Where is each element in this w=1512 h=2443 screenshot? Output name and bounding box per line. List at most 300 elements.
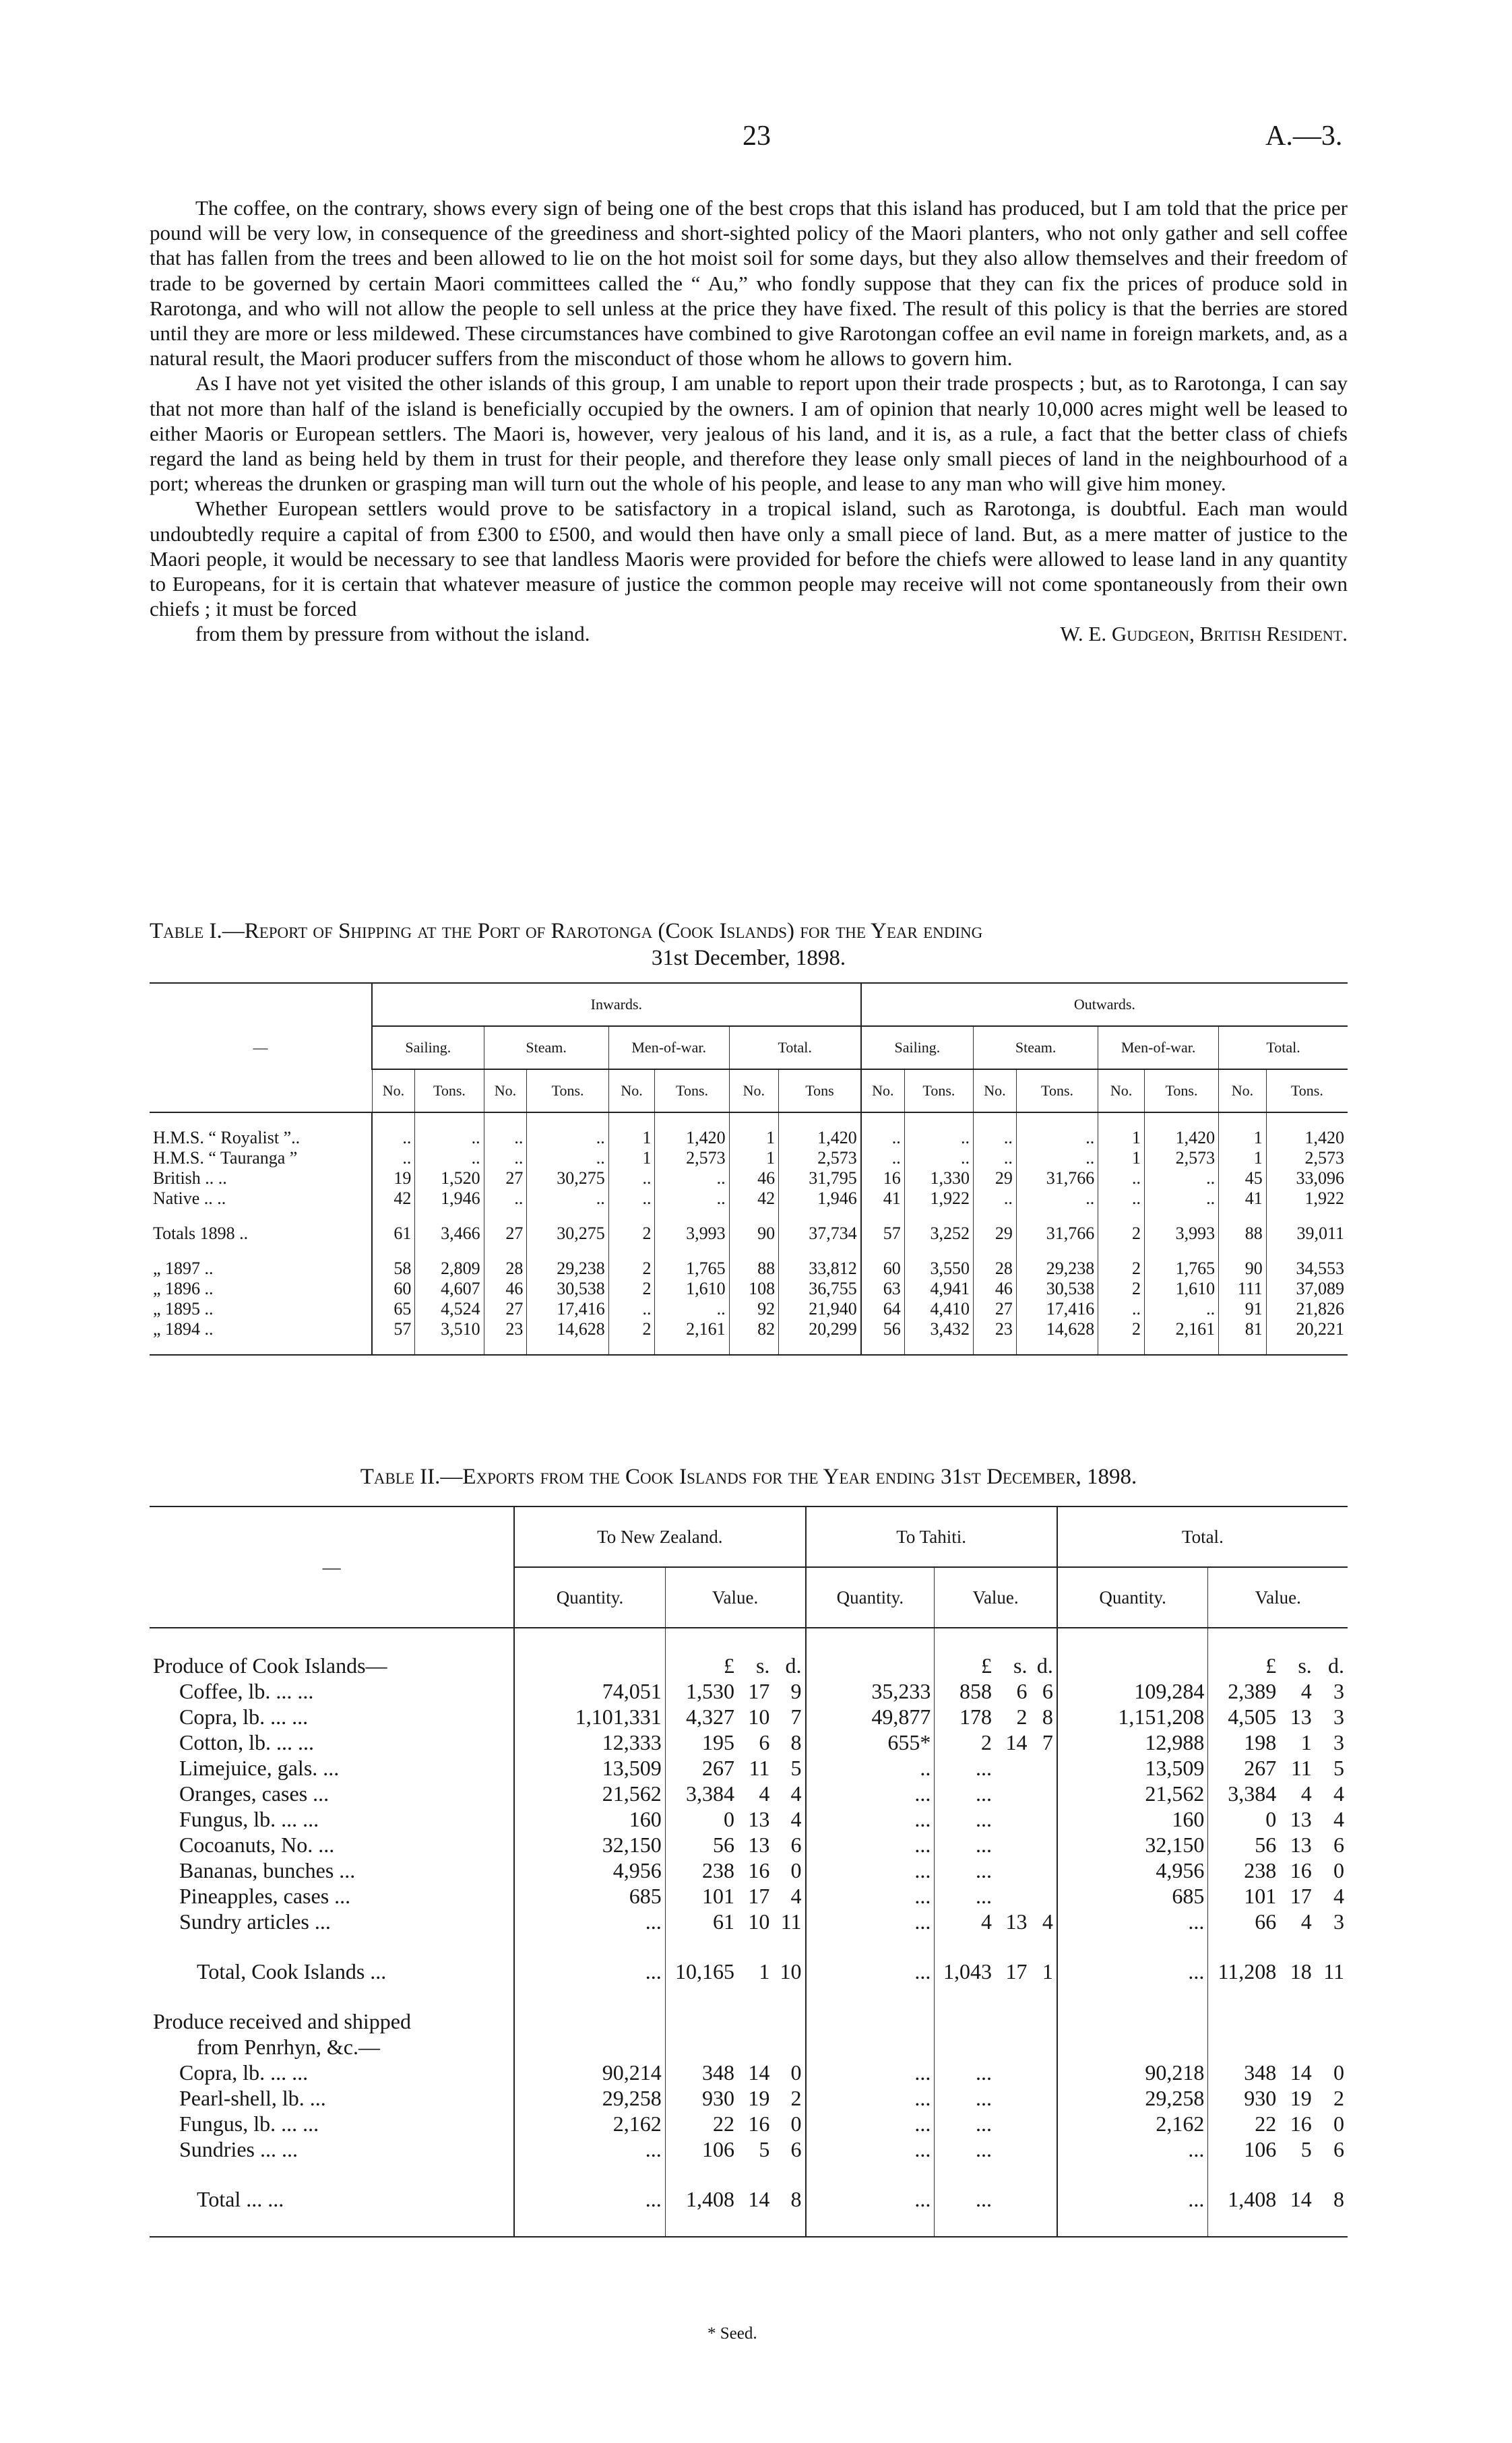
paragraph-3: Whether European settlers would prove to be satisfactory in a tropical island, such as Rarotonga, is doubtful. Each man would undoubtedly require a capital of from £300 to £500, and would then have only a small piece of land. But, as a mere matter of justice to the Maori people, it would be necessary to see that landless Maoris were provided for before the chiefs were allowed to lease land in any quantity to Europeans, for it is certain that whatever measure of justice the common people may receive will not come spontaneously from their own chiefs ; it must be forced bbox=[150, 497, 1348, 621]
spacer-cell bbox=[527, 1112, 608, 1128]
cell: 2,162 bbox=[514, 2111, 665, 2136]
table1-title-line2: 31st December, 1898. bbox=[651, 946, 846, 970]
spacer-cell bbox=[514, 2212, 665, 2237]
spacer-cell bbox=[372, 1244, 415, 1259]
section-label: Produce received and shipped bbox=[153, 2009, 411, 2033]
cell: 2,573 bbox=[655, 1148, 729, 1168]
cell: 9 bbox=[790, 1679, 802, 1703]
currency-shilling: s. bbox=[1013, 1653, 1028, 1678]
table-row bbox=[150, 1832, 1348, 1858]
cell: 2,573 bbox=[779, 1148, 861, 1168]
total-row bbox=[150, 1959, 1348, 1984]
cell: 57 bbox=[861, 1224, 905, 1244]
cell: 14 bbox=[748, 2187, 770, 2211]
spacer-cell bbox=[1219, 1244, 1267, 1259]
cell: .. bbox=[372, 1128, 415, 1148]
cell: 90 bbox=[729, 1224, 779, 1244]
spacer-cell bbox=[665, 2034, 738, 2060]
section-label: from Penrhyn, &c.— bbox=[197, 2035, 380, 2059]
table-row bbox=[150, 1128, 1348, 1148]
spacer-cell bbox=[665, 2212, 738, 2237]
spacer-cell bbox=[738, 1984, 773, 2008]
cell: 4,327 bbox=[665, 1704, 738, 1730]
table-row bbox=[150, 1730, 1348, 1755]
cell: 1,101,331 bbox=[514, 1704, 665, 1730]
cell: ... bbox=[935, 1858, 995, 1883]
cell: ... bbox=[806, 2136, 935, 2162]
currency-pence: d. bbox=[785, 1653, 802, 1678]
cell: 36,755 bbox=[779, 1279, 861, 1299]
spacer-cell bbox=[935, 1934, 995, 1959]
row-label: „ 1894 .. bbox=[153, 1319, 214, 1339]
spacer-cell bbox=[1057, 1934, 1208, 1959]
spacer-cell bbox=[974, 1339, 1017, 1355]
cell: 27 bbox=[484, 1168, 527, 1188]
to-tahiti-header: To Tahiti. bbox=[806, 1506, 1057, 1567]
cell: ... bbox=[806, 1806, 935, 1832]
table-row bbox=[150, 1168, 1348, 1188]
history-row bbox=[150, 1279, 1348, 1299]
cell: 2 bbox=[790, 2086, 802, 2110]
spacer-cell bbox=[1266, 1339, 1348, 1355]
cell: 4 bbox=[759, 1781, 770, 1806]
row-label: „ 1896 .. bbox=[153, 1279, 214, 1298]
cell: .. bbox=[1016, 1148, 1098, 1168]
cell: 29,258 bbox=[1057, 2085, 1208, 2111]
spacer-cell bbox=[608, 1244, 655, 1259]
cell bbox=[995, 2085, 1030, 2111]
section-row bbox=[150, 2008, 1348, 2034]
cell: 4,956 bbox=[514, 1858, 665, 1883]
cell: 2 bbox=[1098, 1259, 1145, 1279]
cell: 16 bbox=[748, 2112, 770, 2136]
cell: 31,795 bbox=[779, 1168, 861, 1188]
spacer-cell bbox=[514, 1934, 665, 1959]
col-tons-header: Tons. bbox=[1016, 1069, 1098, 1112]
cell: 17,416 bbox=[1016, 1299, 1098, 1319]
cell: .. bbox=[608, 1188, 655, 1209]
cell: 41 bbox=[861, 1188, 905, 1209]
cell: 1 bbox=[1300, 1730, 1312, 1754]
paragraph-3-end: from them by pressure from without the island. bbox=[195, 622, 590, 646]
table-row bbox=[150, 1188, 1348, 1209]
spacer-cell bbox=[1016, 1339, 1098, 1355]
cell: 4 bbox=[790, 1781, 802, 1806]
cell: 10 bbox=[748, 1909, 770, 1934]
cell: ... bbox=[935, 1883, 995, 1909]
cell: ... bbox=[514, 2136, 665, 2162]
cell: 195 bbox=[665, 1730, 738, 1755]
cell: 2 bbox=[608, 1259, 655, 1279]
spacer-cell bbox=[608, 1209, 655, 1224]
cell: 65 bbox=[372, 1299, 415, 1319]
value-header: Value. bbox=[1208, 1567, 1348, 1628]
footnote: * Seed. bbox=[707, 2324, 757, 2343]
cell: ... bbox=[935, 1806, 995, 1832]
cell: 21,562 bbox=[514, 1781, 665, 1806]
cell: 8 bbox=[1333, 2187, 1344, 2211]
cell: 0 bbox=[1333, 1858, 1344, 1882]
table-row bbox=[150, 1806, 1348, 1832]
paragraph-2: As I have not yet visited the other islands of this group, I am unable to report upon their trade prospects ; but, as to Rarotonga, I can say that not more than half of the island is beneficially occupied by the owners. I am of opinion that nearly 10,000 acres might well be leased to either Maoris or European settlers. The Maori is, however, very jealous of his land, and it is, as a rule, a fact that the better class of chiefs regard the land as being held by them in trust for their people, and therefore they lease only small pieces of land in the neighbourhood of a port; whereas the drunken or grasping man will turn out the whole of his people, and lease to any man who will give him money. bbox=[150, 371, 1348, 496]
spacer-cell bbox=[738, 1934, 773, 1959]
row-label: Bananas, bunches ... bbox=[179, 1858, 356, 1882]
spacer-cell bbox=[904, 1339, 973, 1355]
cell: 238 bbox=[665, 1858, 738, 1883]
spacer-cell bbox=[514, 2008, 665, 2034]
cell: 2,573 bbox=[1266, 1148, 1348, 1168]
spacer-row bbox=[150, 1209, 1348, 1224]
cell: 1 bbox=[729, 1128, 779, 1148]
cell: 30,275 bbox=[527, 1224, 608, 1244]
cell: 56 bbox=[665, 1832, 738, 1858]
cell: 4 bbox=[1300, 1909, 1312, 1934]
cell: ... bbox=[935, 1755, 995, 1781]
spacer-cell bbox=[1280, 2008, 1315, 2034]
cell bbox=[995, 2111, 1030, 2136]
cell: 3,384 bbox=[1208, 1781, 1280, 1806]
spacer-cell bbox=[665, 1934, 738, 1959]
cell: .. bbox=[1016, 1188, 1098, 1209]
cell: 74,051 bbox=[514, 1678, 665, 1704]
cell: 1,610 bbox=[1144, 1279, 1218, 1299]
cell: 63 bbox=[861, 1279, 905, 1299]
spacer-cell bbox=[1208, 2212, 1280, 2237]
cell: ... bbox=[806, 1909, 935, 1934]
cell: 2 bbox=[1333, 2086, 1344, 2110]
row-label: Native .. .. bbox=[153, 1188, 226, 1208]
cell: 42 bbox=[729, 1188, 779, 1209]
row-label: H.M.S. “ Royalist ”.. bbox=[153, 1128, 301, 1147]
spacer-cell bbox=[372, 1209, 415, 1224]
table1-title bbox=[150, 918, 1348, 972]
spacer-cell bbox=[738, 2008, 773, 2034]
cell: 23 bbox=[974, 1319, 1017, 1339]
cell bbox=[1030, 1832, 1057, 1858]
group-header: Steam. bbox=[484, 1026, 608, 1069]
cell: ... bbox=[514, 1959, 665, 1984]
cell: .. bbox=[1144, 1299, 1218, 1319]
cell: 19 bbox=[748, 2086, 770, 2110]
cell: ... bbox=[806, 1883, 935, 1909]
cell: 4 bbox=[790, 1884, 802, 1908]
cell: ... bbox=[935, 2136, 995, 2162]
table2-stub-dash: — bbox=[150, 1506, 514, 1628]
cell: 3,466 bbox=[415, 1224, 484, 1244]
cell: 56 bbox=[1208, 1832, 1280, 1858]
spacer-cell bbox=[415, 1244, 484, 1259]
cell: .. bbox=[655, 1168, 729, 1188]
cell: .. bbox=[415, 1128, 484, 1148]
spacer-cell bbox=[773, 2162, 805, 2186]
cell: 4 bbox=[935, 1909, 995, 1934]
cell: 858 bbox=[935, 1678, 995, 1704]
cell: ... bbox=[935, 1781, 995, 1806]
section-row bbox=[150, 2034, 1348, 2060]
quantity-header: Quantity. bbox=[806, 1567, 935, 1628]
cell: 14 bbox=[748, 2060, 770, 2085]
spacer-cell bbox=[773, 1628, 805, 1653]
table1-title-line1: Table I.—Report of Shipping at the Port of Rarotonga (Cook Islands) for the Year ending bbox=[150, 919, 983, 943]
spacer-row bbox=[150, 1984, 1348, 2008]
spacer-cell bbox=[1208, 1628, 1280, 1653]
cell: 3 bbox=[1333, 1705, 1344, 1729]
cell: 3,384 bbox=[665, 1781, 738, 1806]
spacer-cell bbox=[729, 1339, 779, 1355]
cell: 2,809 bbox=[415, 1259, 484, 1279]
cell: 685 bbox=[1057, 1883, 1208, 1909]
spacer-cell bbox=[665, 2008, 738, 2034]
cell: 39,011 bbox=[1266, 1224, 1348, 1244]
group-header: Men-of-war. bbox=[608, 1026, 729, 1069]
cell: ... bbox=[806, 1858, 935, 1883]
spacer-cell bbox=[773, 1934, 805, 1959]
spacer-cell bbox=[1016, 1112, 1098, 1128]
cell: 655* bbox=[806, 1730, 935, 1755]
currency-pound: £ bbox=[665, 1653, 738, 1678]
table-row bbox=[150, 2060, 1348, 2085]
cell: 3,550 bbox=[904, 1259, 973, 1279]
currency-pence: d. bbox=[1328, 1653, 1344, 1678]
spacer-cell bbox=[655, 1244, 729, 1259]
row-label: Total ... ... bbox=[197, 2187, 284, 2211]
paragraph-1: The coffee, on the contrary, shows every sign of being one of the best crops that this island has produced, but I am told that the price per pound will be very low, in consequence of the greediness and short-sighted policy of the Maori planters, who not only gather and sell coffee that has fallen from the trees and been allowed to lie on the hot moist soil for some days, but they also allow themselves and their freedom of trade to be governed by certain Maori committees called the “ Au,” who fondly suppose that they can fix the prices of produce sold in Rarotonga, and who will not allow the people to sell unless at the price they have fixed. The result of this policy is that the berries are stored until they are more or less mildewed. These circumstances have combined to give Rarotongan coffee an evil name in foreign markets, and, as a natural result, the Maori producer suffers from the misconduct of those whom he allows to govern him. bbox=[150, 196, 1348, 371]
spacer-cell bbox=[729, 1112, 779, 1128]
spacer-cell bbox=[514, 1984, 665, 2008]
spacer-cell bbox=[415, 1209, 484, 1224]
cell: 198 bbox=[1208, 1730, 1280, 1755]
spacer-cell bbox=[484, 1209, 527, 1224]
spacer-cell bbox=[1030, 1628, 1057, 1653]
cell: 17 bbox=[1005, 1959, 1028, 1984]
row-label: Pineapples, cases ... bbox=[179, 1884, 351, 1908]
cell: 20,221 bbox=[1266, 1319, 1348, 1339]
spacer-cell bbox=[1098, 1339, 1145, 1355]
row-label: Sundries ... ... bbox=[179, 2137, 298, 2161]
spacer-cell bbox=[738, 1628, 773, 1653]
quantity-header: Quantity. bbox=[514, 1567, 665, 1628]
row-label: Copra, lb. ... ... bbox=[179, 2060, 309, 2085]
cell: .. bbox=[1098, 1299, 1145, 1319]
cell: 1,408 bbox=[1208, 2186, 1280, 2212]
cell: 27 bbox=[974, 1299, 1017, 1319]
cell: 13 bbox=[1290, 1833, 1312, 1857]
cell: 1,922 bbox=[904, 1188, 973, 1209]
cell: 13 bbox=[1290, 1705, 1312, 1729]
cell: .. bbox=[904, 1128, 973, 1148]
table-row bbox=[150, 2136, 1348, 2162]
table-row bbox=[150, 1858, 1348, 1883]
spacer-cell bbox=[995, 2162, 1030, 2186]
cell: 91 bbox=[1219, 1299, 1267, 1319]
cell: ... bbox=[514, 2186, 665, 2212]
spacer-cell bbox=[779, 1244, 861, 1259]
group-header: Sailing. bbox=[861, 1026, 974, 1069]
cell: 1,765 bbox=[655, 1259, 729, 1279]
cell: 31,766 bbox=[1016, 1224, 1098, 1244]
cell: 4,524 bbox=[415, 1299, 484, 1319]
col-no-header: No. bbox=[608, 1069, 655, 1112]
cell bbox=[995, 1883, 1030, 1909]
spacer-cell bbox=[372, 1112, 415, 1128]
cell bbox=[995, 2060, 1030, 2085]
cell: 4,941 bbox=[904, 1279, 973, 1299]
col-tons-header: Tons bbox=[779, 1069, 861, 1112]
cell bbox=[1030, 2136, 1057, 2162]
spacer-cell bbox=[1315, 1628, 1348, 1653]
spacer-cell bbox=[1098, 1209, 1145, 1224]
cell: 46 bbox=[484, 1279, 527, 1299]
history-row bbox=[150, 1299, 1348, 1319]
cell: 6 bbox=[790, 1833, 802, 1857]
spacer-cell bbox=[861, 1112, 905, 1128]
group-header: Total. bbox=[729, 1026, 861, 1069]
quantity-header: Quantity. bbox=[1057, 1567, 1208, 1628]
cell: 66 bbox=[1208, 1909, 1280, 1934]
spacer-cell bbox=[1030, 2212, 1057, 2237]
spacer-cell bbox=[655, 1339, 729, 1355]
cell: 29 bbox=[974, 1168, 1017, 1188]
spacer-cell bbox=[1315, 2034, 1348, 2060]
spacer-cell bbox=[974, 1244, 1017, 1259]
cell: 60 bbox=[861, 1259, 905, 1279]
body-text bbox=[150, 195, 1348, 647]
cell: .. bbox=[608, 1299, 655, 1319]
cell: 41 bbox=[1219, 1188, 1267, 1209]
cell: 160 bbox=[514, 1806, 665, 1832]
cell: 7 bbox=[1042, 1730, 1053, 1754]
cell: 1 bbox=[1219, 1128, 1267, 1148]
cell: 13 bbox=[1290, 1807, 1312, 1831]
cell: .. bbox=[1144, 1168, 1218, 1188]
cell: .. bbox=[806, 1755, 935, 1781]
row-label: Totals 1898 .. bbox=[153, 1224, 249, 1243]
spacer-cell bbox=[729, 1244, 779, 1259]
cell: 0 bbox=[790, 1858, 802, 1882]
spacer-cell bbox=[1057, 2162, 1208, 2186]
row-label: Pearl-shell, lb. ... bbox=[179, 2086, 326, 2110]
spacer-cell bbox=[861, 1244, 905, 1259]
cell: ... bbox=[514, 1909, 665, 1934]
cell: ... bbox=[935, 2060, 995, 2085]
shipping-table bbox=[150, 982, 1348, 1356]
cell: 29,258 bbox=[514, 2085, 665, 2111]
cell: 8 bbox=[1042, 1705, 1053, 1729]
cell: 27 bbox=[484, 1224, 527, 1244]
cell: 0 bbox=[1333, 2060, 1344, 2085]
cell bbox=[1030, 1755, 1057, 1781]
spacer-cell bbox=[484, 1244, 527, 1259]
group-header: Steam. bbox=[974, 1026, 1098, 1069]
spacer-row bbox=[150, 2162, 1348, 2186]
cell: 16 bbox=[861, 1168, 905, 1188]
cell: ... bbox=[806, 2186, 935, 2212]
cell: 16 bbox=[748, 1858, 770, 1882]
cell: 1,043 bbox=[935, 1959, 995, 1984]
spacer-cell bbox=[1208, 1984, 1280, 2008]
spacer-cell bbox=[1315, 2212, 1348, 2237]
cell: 61 bbox=[372, 1224, 415, 1244]
cell: 3,993 bbox=[655, 1224, 729, 1244]
cell: 4 bbox=[1333, 1807, 1344, 1831]
table-row bbox=[150, 1678, 1348, 1704]
cell: .. bbox=[484, 1128, 527, 1148]
group-header: Men-of-war. bbox=[1098, 1026, 1219, 1069]
cell: 2 bbox=[608, 1279, 655, 1299]
cell: 6 bbox=[1042, 1679, 1053, 1703]
spacer-cell bbox=[904, 1244, 973, 1259]
currency-pound: £ bbox=[935, 1653, 995, 1678]
cell: 13,509 bbox=[1057, 1755, 1208, 1781]
spacer-cell bbox=[806, 2162, 935, 2186]
cell: 1,420 bbox=[779, 1128, 861, 1148]
cell: 27 bbox=[484, 1299, 527, 1319]
spacer-cell bbox=[514, 1628, 665, 1653]
row-label: Limejuice, gals. ... bbox=[179, 1756, 340, 1780]
cell: 2,161 bbox=[1144, 1319, 1218, 1339]
spacer-cell bbox=[655, 1112, 729, 1128]
spacer-cell bbox=[1057, 1984, 1208, 2008]
spacer-cell bbox=[372, 1339, 415, 1355]
value-header: Value. bbox=[665, 1567, 805, 1628]
cell: 13,509 bbox=[514, 1755, 665, 1781]
cell: 46 bbox=[729, 1168, 779, 1188]
spacer-cell bbox=[806, 2034, 935, 2060]
cell: 0 bbox=[665, 1806, 738, 1832]
history-row bbox=[150, 1319, 1348, 1339]
cell: 11 bbox=[780, 1909, 802, 1934]
cell: 29,238 bbox=[1016, 1259, 1098, 1279]
cell: 1,530 bbox=[665, 1678, 738, 1704]
spacer-cell bbox=[1208, 2008, 1280, 2034]
row-label: Cocoanuts, No. ... bbox=[179, 1833, 335, 1857]
cell: .. bbox=[974, 1128, 1017, 1148]
cell: 33,096 bbox=[1266, 1168, 1348, 1188]
spacer-cell bbox=[1057, 2008, 1208, 2034]
spacer-cell bbox=[995, 2212, 1030, 2237]
row-label: Cotton, lb. ... ... bbox=[179, 1730, 315, 1754]
cell: ... bbox=[1057, 1909, 1208, 1934]
cell: 930 bbox=[665, 2085, 738, 2111]
spacer-cell bbox=[1280, 2162, 1315, 2186]
outwards-header: Outwards. bbox=[861, 983, 1348, 1026]
col-no-header: No. bbox=[484, 1069, 527, 1112]
cell: 1 bbox=[1098, 1148, 1145, 1168]
row-label: Total, Cook Islands ... bbox=[197, 1959, 387, 1984]
cell: 1,610 bbox=[655, 1279, 729, 1299]
table-row bbox=[150, 2085, 1348, 2111]
spacer-cell bbox=[150, 1984, 514, 2008]
cell: 1 bbox=[1219, 1148, 1267, 1168]
spacer-cell bbox=[665, 2162, 738, 2186]
cell: 31,766 bbox=[1016, 1168, 1098, 1188]
cell: ... bbox=[1057, 1959, 1208, 1984]
spacer-cell bbox=[861, 1209, 905, 1224]
cell bbox=[995, 1858, 1030, 1883]
row-label: Fungus, lb. ... ... bbox=[179, 2112, 319, 2136]
cell: 60 bbox=[372, 1279, 415, 1299]
cell bbox=[1030, 1806, 1057, 1832]
spacer-cell bbox=[773, 1984, 805, 2008]
col-no-header: No. bbox=[861, 1069, 905, 1112]
spacer-cell bbox=[1266, 1244, 1348, 1259]
cell: 13 bbox=[1005, 1909, 1028, 1934]
cell: 1,765 bbox=[1144, 1259, 1218, 1279]
cell: ... bbox=[806, 2060, 935, 2085]
cell: 4 bbox=[1300, 1781, 1312, 1806]
cell: 108 bbox=[729, 1279, 779, 1299]
cell: 106 bbox=[665, 2136, 738, 2162]
